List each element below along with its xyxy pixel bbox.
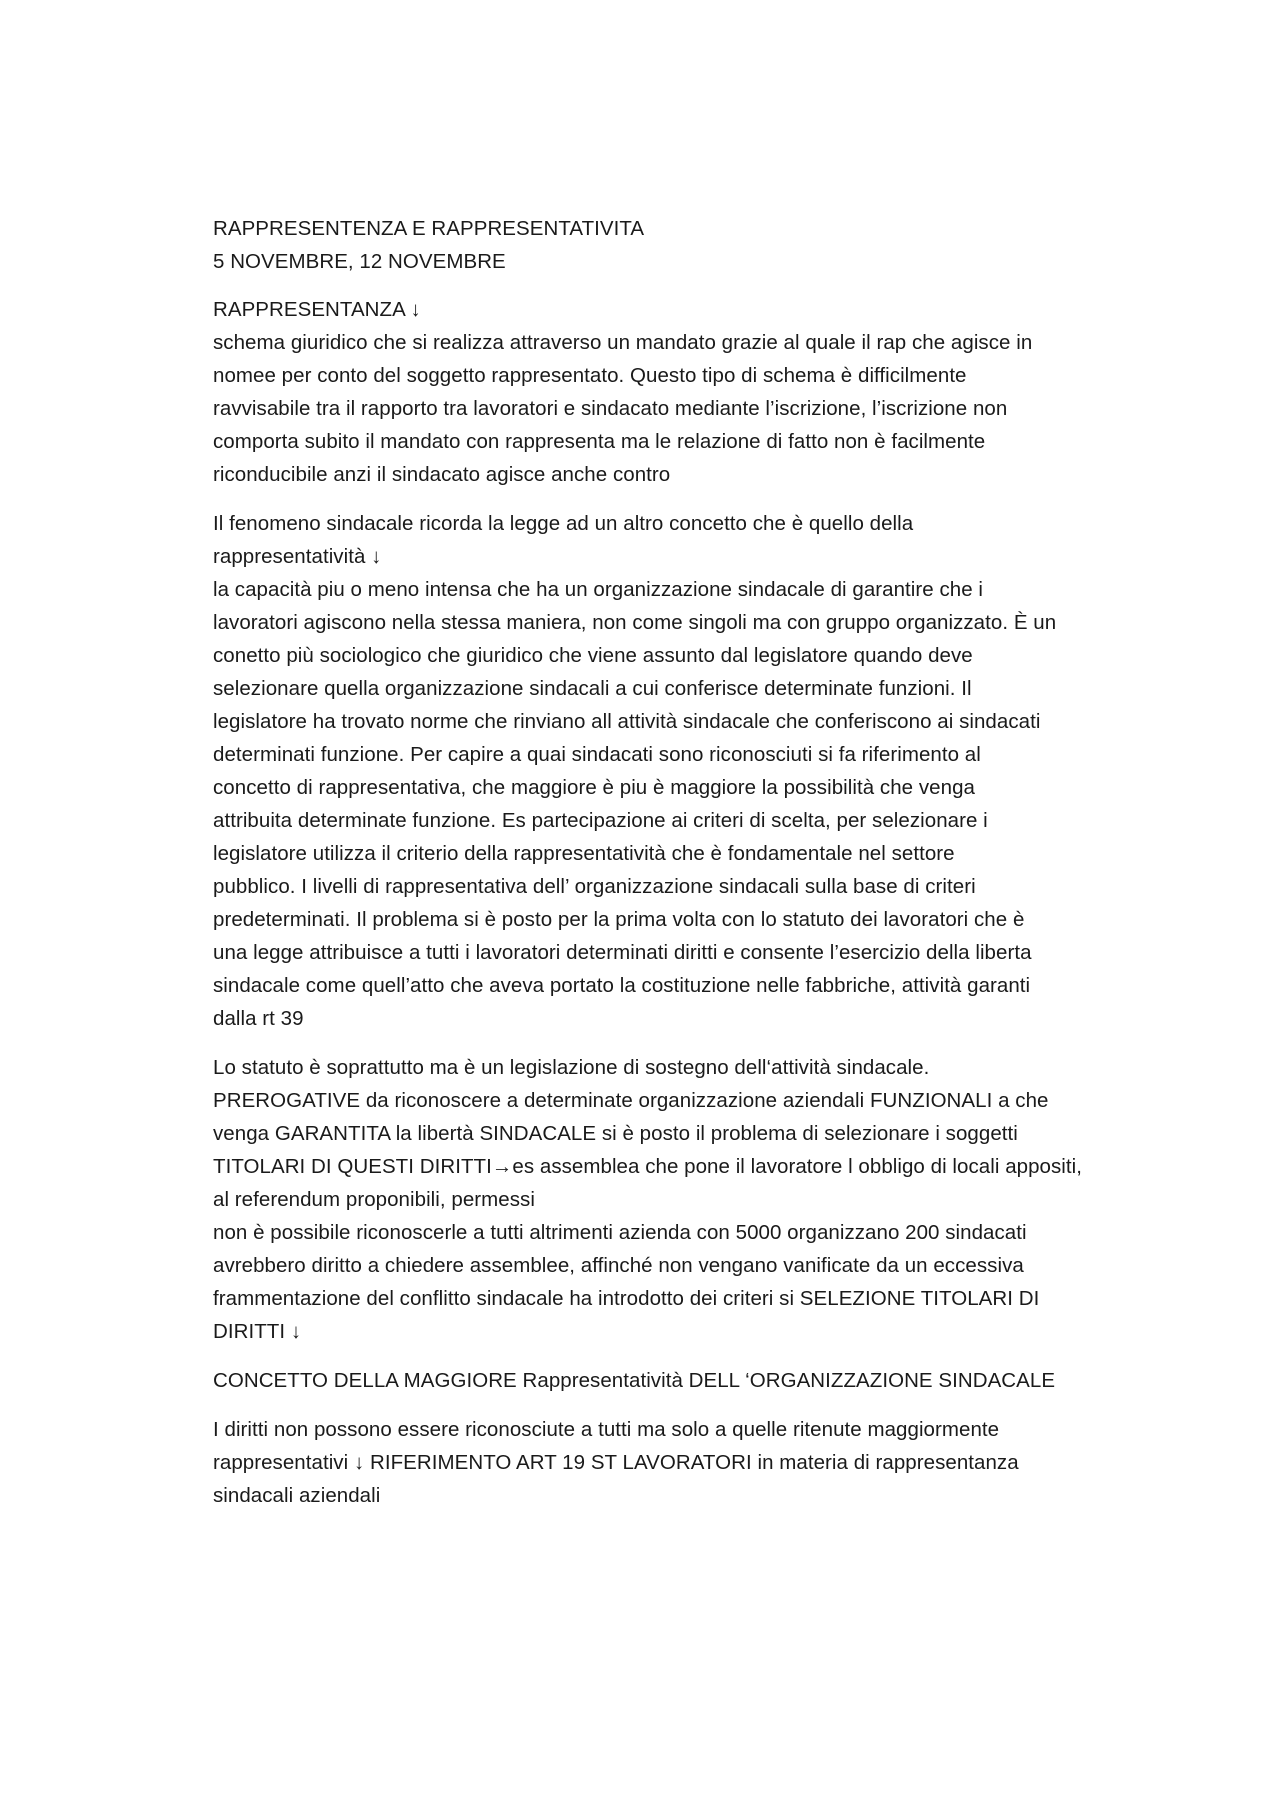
text-line: una legge attribuisce a tutti i lavoratori determinati diritti e consente l’esercizio della liberta	[213, 941, 1032, 964]
text-line: rappresentativi ↓ RIFERIMENTO ART 19 ST LAVORATORI in materia di rappresentanza	[213, 1451, 1019, 1474]
document-dates: 5 NOVEMBRE, 12 NOVEMBRE	[213, 250, 506, 273]
text-line: schema giuridico che si realizza attraverso un mandato grazie al quale il rap che agisce in	[213, 331, 1033, 354]
text-line: venga GARANTITA la libertà SINDACALE si è posto il problema di selezionare i soggetti	[213, 1122, 1018, 1145]
text-line: nomee per conto del soggetto rappresentato. Questo tipo di schema è difficilmente	[213, 364, 967, 387]
text-line: sindacali aziendali	[213, 1484, 381, 1507]
text-line: pubblico. I livelli di rappresentativa dell’ organizzazione sindacali sulla base di criteri	[213, 875, 976, 898]
text-line: comporta subito il mandato con rappresenta ma le relazione di fatto non è facilmente	[213, 430, 986, 453]
section-concetto	[213, 1364, 1093, 1397]
section-heading-rappresentanza: RAPPRESENTANZA ↓	[213, 298, 421, 321]
text-line: frammentazione del conflitto sindacale ha introdotto dei criteri si SELEZIONE TITOLARI DI	[213, 1287, 1040, 1310]
text-line: legislatore utilizza il criterio della rappresentatività che è fondamentale nel settore	[213, 842, 955, 865]
section-rappresentativita	[213, 507, 1093, 1035]
text-line: TITOLARI DI QUESTI DIRITTI→es assemblea che pone il lavoratore l obbligo di locali appositi,	[213, 1155, 1082, 1178]
text-line: PREROGATIVE da riconoscere a determinate organizzazione aziendali FUNZIONALI a che	[213, 1089, 1049, 1112]
text-line: la capacità piu o meno intensa che ha un organizzazione sindacale di garantire che i	[213, 578, 984, 601]
text-line: determinati funzione. Per capire a quai sindacati sono riconosciuti si fa riferimento al	[213, 743, 981, 766]
document-body	[213, 212, 1093, 1528]
text-line: rappresentatività ↓	[213, 545, 382, 568]
section-statuto	[213, 1051, 1093, 1348]
document-title: RAPPRESENTENZA E RAPPRESENTATIVITA	[213, 217, 645, 240]
text-line: ravvisabile tra il rapporto tra lavoratori e sindacato mediante l’iscrizione, l’iscrizione non	[213, 397, 1008, 420]
text-line: non è possibile riconoscerle a tutti altrimenti azienda con 5000 organizzano 200 sindacati	[213, 1221, 1027, 1244]
text-line: sindacale come quell’atto che aveva portato la costituzione nelle fabbriche, attività garanti	[213, 974, 1031, 997]
text-line: lavoratori agiscono nella stessa maniera, non come singoli ma con gruppo organizzato. È un	[213, 611, 1057, 634]
text-line: selezionare quella organizzazione sindacali a cui conferisce determinate funzioni. Il	[213, 677, 972, 700]
text-line: legislatore ha trovato norme che rinviano all attività sindacale che conferiscono ai sindacati	[213, 710, 1041, 733]
text-line: al referendum proponibili, permessi	[213, 1188, 535, 1211]
document-header	[213, 212, 1093, 278]
text-line: riconducibile anzi il sindacato agisce anche contro	[213, 463, 671, 486]
section-heading-concetto: CONCETTO DELLA MAGGIORE Rappresentatività DELL ‘ORGANIZZAZIONE SINDACALE	[213, 1369, 1056, 1392]
text-line: attribuita determinate funzione. Es partecipazione ai criteri di scelta, per selezionare i	[213, 809, 988, 832]
section-rappresentanza	[213, 293, 1093, 491]
text-line: Lo statuto è soprattutto ma è un legislazione di sostegno dell‘attività sindacale.	[213, 1056, 930, 1079]
text-line: dalla rt 39	[213, 1007, 304, 1030]
text-line: predeterminati. Il problema si è posto per la prima volta con lo statuto dei lavoratori che è	[213, 908, 1025, 931]
text-line: avrebbero diritto a chiedere assemblee, affinché non vengano vanificate da un eccessiva	[213, 1254, 1024, 1277]
text-line: conetto più sociologico che giuridico che viene assunto dal legislatore quando deve	[213, 644, 973, 667]
text-line: Il fenomeno sindacale ricorda la legge ad un altro concetto che è quello della	[213, 512, 914, 535]
section-diritti	[213, 1413, 1093, 1512]
text-line: concetto di rappresentativa, che maggiore è piu è maggiore la possibilità che venga	[213, 776, 975, 799]
text-line: I diritti non possono essere riconosciute a tutti ma solo a quelle ritenute maggiormente	[213, 1418, 1000, 1441]
text-line: DIRITTI ↓	[213, 1320, 302, 1343]
